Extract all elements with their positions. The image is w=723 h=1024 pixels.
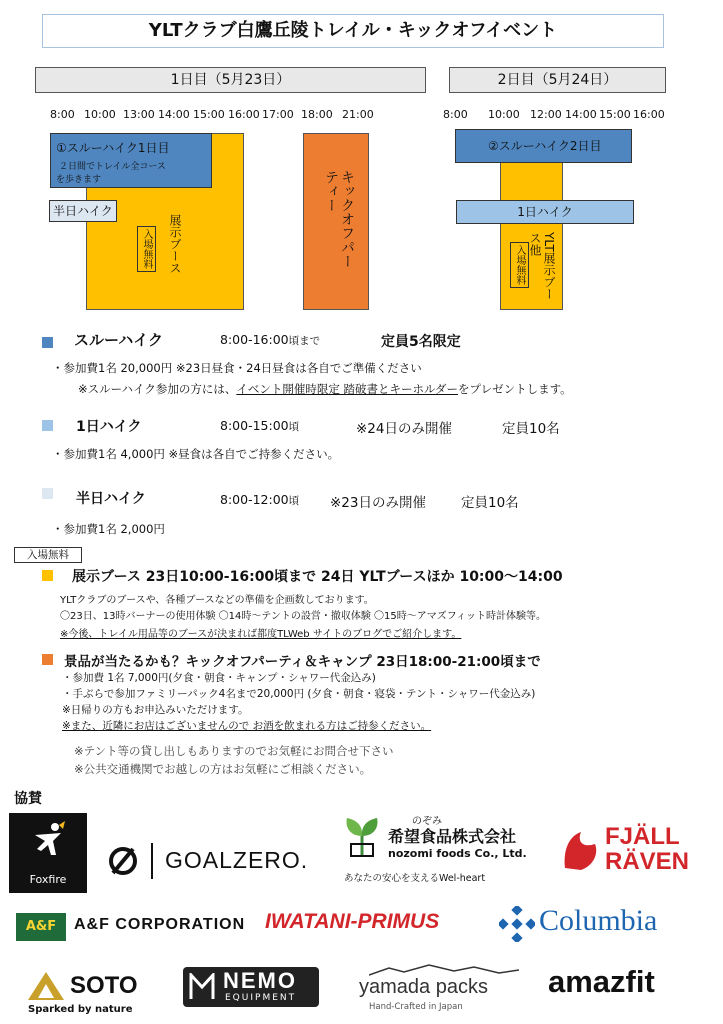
nemo-logo — [183, 967, 319, 1007]
halfday-time-suffix: 頃 — [288, 495, 300, 507]
one-day-hike-block: 1日ハイク — [456, 200, 634, 224]
halfday-only: ※23日のみ開催 — [330, 495, 426, 511]
fjallraven-fox-icon — [561, 830, 601, 872]
halfday-time — [220, 492, 299, 508]
nemo-text: NEMO — [223, 968, 297, 993]
iwatani-logo: IWATANI-PRIMUS — [265, 910, 440, 933]
af-badge: A&F — [16, 913, 66, 941]
nozomi-en: nozomi foods Co., Ltd. — [388, 847, 527, 860]
time-label: 14:00 — [565, 108, 597, 121]
thru-heading: スルーハイク — [74, 331, 163, 349]
thru-day1-title: ①スルーハイク1日目 — [56, 141, 170, 155]
ylt-booth-label: YLT展示ブース他 — [528, 232, 556, 300]
free-entry-badge: 入場無料 — [137, 226, 156, 272]
time-label: 14:00 — [158, 108, 190, 121]
foxfire-figure-icon — [29, 821, 67, 867]
booth-legend-square — [42, 570, 53, 581]
day1-header: 1日目（5月23日） — [35, 67, 426, 93]
oneday-legend-square — [42, 420, 53, 431]
columbia-diamond-icon — [499, 906, 535, 942]
goalzero-text: GOALZERO. — [165, 847, 309, 873]
time-label: 18:00 — [301, 108, 333, 121]
booth-line: ※今後、トレイル用品等のブースが決まれば都度TLWeb サイトのブログでご紹介します。 — [60, 629, 462, 640]
day2-header: 2日目（5月24日） — [449, 67, 666, 93]
fjallraven-text-1: FJÄLL — [605, 823, 680, 850]
nozomi-leaf-icon — [343, 816, 381, 858]
yamada-subtext: Hand-Crafted in Japan — [369, 1002, 463, 1012]
fjallraven-text-2: RÄVEN — [605, 848, 690, 875]
time-label: 15:00 — [193, 108, 225, 121]
half-hike-block: 半日ハイク — [49, 200, 117, 222]
thru-note-a: ※スルーハイク参加の方には、 — [78, 382, 237, 396]
party-line: ※日帰りの方もお申込みいただけます。 — [62, 704, 249, 716]
time-label: 16:00 — [228, 108, 260, 121]
oneday-fee: ・参加費1名 4,000円 ※昼食は各自でご持参ください。 — [52, 447, 340, 461]
nozomi-jp: 希望食品株式会社 — [388, 827, 517, 846]
halfday-time-value: 8:00-12:00 — [220, 492, 289, 507]
thru-time — [220, 332, 320, 348]
time-label: 21:00 — [342, 108, 374, 121]
note-line: ※公共交通機関でお越しの方はお気軽にご相談ください。 — [74, 762, 372, 776]
yamada-logo — [355, 964, 520, 1014]
party-line: ・参加費 1名 7,000円(夕食・朝食・キャンプ・シャワー代金込み) — [62, 672, 376, 684]
yamada-mountain-icon — [369, 964, 519, 976]
soto-triangle-icon — [26, 970, 66, 1002]
soto-tagline: Sparked by nature — [28, 1004, 133, 1015]
kickoff-block — [303, 133, 369, 310]
halfday-limit: 定員10名 — [461, 495, 519, 511]
fjallraven-logo — [559, 822, 707, 880]
oneday-limit: 定員10名 — [502, 421, 560, 437]
soto-logo — [26, 966, 166, 1016]
time-label: 10:00 — [84, 108, 116, 121]
foxfire-logo — [9, 813, 87, 893]
af-text: A&F CORPORATION — [74, 916, 246, 933]
thru-note-b: イベント開催時限定 踏破書とキーホルダー — [236, 382, 459, 396]
party-line: ・手ぶらで参加ファミリーパック4名まで20,000円 (夕食・朝食・寝袋・テント・シャワー代金込み) — [62, 688, 536, 700]
soto-text: SOTO — [70, 972, 138, 999]
page-title: YLTクラブ白鷹丘陵トレイル・キックオフイベント — [42, 14, 664, 48]
time-label: 10:00 — [488, 108, 520, 121]
goalzero-mark-icon — [107, 845, 141, 877]
nemo-subtext: EQUIPMENT — [225, 993, 297, 1003]
halfday-legend-square — [42, 488, 53, 499]
kickoff-label: キックオフパーティー — [323, 170, 355, 268]
oneday-time-value: 8:00-15:00 — [220, 418, 289, 433]
goalzero-divider — [151, 843, 153, 879]
columbia-text: Columbia — [539, 904, 658, 937]
thru-fee: ・参加費1名 20,000円 ※23日昼食・24日昼食は各自でご準備ください — [52, 361, 422, 375]
time-label: 8:00 — [443, 108, 468, 121]
oneday-time — [220, 418, 299, 434]
nemo-mark-icon — [189, 973, 215, 1001]
oneday-heading: 1日ハイク — [76, 419, 142, 435]
free-entry-label: 入場無料 — [14, 547, 82, 563]
thru-day1-sub: を歩きます — [56, 175, 102, 185]
sponsor-label: 協賛 — [14, 791, 42, 807]
time-label: 17:00 — [262, 108, 294, 121]
time-label: 12:00 — [530, 108, 562, 121]
time-label: 16:00 — [633, 108, 665, 121]
thru-day2-block: ②スルーハイク2日目 — [455, 129, 632, 163]
goalzero-logo — [107, 843, 327, 879]
thru-note-c: をプレゼントします。 — [458, 382, 572, 396]
foxfire-text: Foxfire — [29, 873, 67, 886]
booth-line: YLTクラブのブースや、各種ブースなどの準備を企画数しております。 — [60, 595, 374, 606]
booth-label: 展示ブース — [168, 214, 182, 274]
columbia-logo — [499, 904, 704, 944]
nozomi-kana: のぞみ — [412, 816, 442, 827]
thru-note — [78, 381, 572, 397]
party-legend-square — [42, 654, 53, 665]
thru-legend-square — [42, 337, 53, 348]
time-label: 8:00 — [50, 108, 75, 121]
free-entry-badge: 入場無料 — [510, 242, 529, 288]
note-line: ※テント等の貸し出しもありますのでお気軽にお問合せ下さい — [74, 744, 394, 758]
thru-time-value: 8:00-16:00 — [220, 332, 289, 347]
booth-heading: 展示ブース 23日10:00-16:00頃まで 24日 YLTブースほか 10:00～14:00 — [72, 569, 563, 585]
thru-day1-block — [50, 133, 212, 188]
thru-time-suffix: 頃まで — [288, 335, 321, 347]
oneday-only: ※24日のみ開催 — [356, 421, 452, 437]
party-line: ※また、近隣にお店はございませんので お酒を飲まれる方はご持参ください。 — [62, 720, 432, 732]
booth-line: 〇23日、13時バーナーの使用体験 〇14時～テントの設営・撤収体験 〇15時～アマズフィット時計体験等。 — [60, 611, 546, 622]
yamada-text: yamada packs — [359, 976, 488, 998]
af-logo — [16, 912, 251, 942]
thru-day1-sub: ２日間でトレイル全コース — [59, 162, 166, 172]
thru-limit: 定員5名限定 — [381, 334, 461, 350]
oneday-time-suffix: 頃 — [288, 421, 300, 433]
halfday-heading: 半日ハイク — [76, 491, 146, 507]
time-label: 13:00 — [123, 108, 155, 121]
nozomi-logo — [340, 812, 545, 887]
nozomi-tagline: あなたの安心を支えるWel-heart — [344, 873, 486, 884]
party-heading: 景品が当たるかも？キックオフパーティ＆キャンプ 23日18:00-21:00頃まで — [64, 654, 541, 670]
halfday-fee: ・参加費1名 2,000円 — [52, 522, 165, 536]
amazfit-logo: amazfit — [548, 964, 655, 999]
time-label: 15:00 — [599, 108, 631, 121]
